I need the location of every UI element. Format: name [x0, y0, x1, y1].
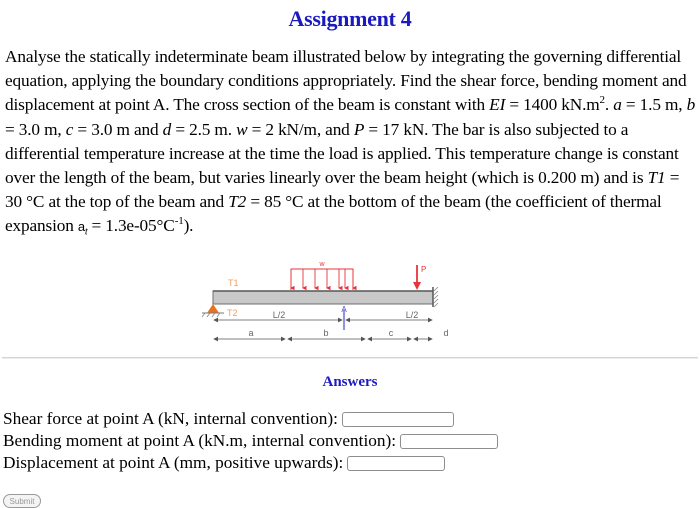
P-value: = 17 kN. The bar is also subjected to a differential temperature increase at the time the load is applied. This temperature change is constant over the length of the beam, but varies linearly over the beam height (which is 0.200 m) and is	[5, 119, 679, 188]
shear-force-input[interactable]	[342, 412, 454, 427]
distributed-load-icon	[291, 269, 353, 290]
L-half-left-label: L/2	[272, 310, 286, 320]
var-alpha: $a_t$	[77, 219, 88, 238]
b-value: = 3.0 m,	[5, 119, 66, 139]
divider	[2, 357, 698, 359]
var-T2: T2	[228, 192, 247, 212]
c-label: c	[388, 328, 394, 338]
d-value: = 2.5 m.	[171, 119, 237, 139]
b-label: b	[323, 328, 329, 338]
EI-exponent: 2	[599, 94, 605, 107]
displacement-label: Displacement at point A (mm, positive upwards):	[3, 453, 344, 472]
answer-row-displacement	[3, 452, 445, 474]
var-c: c	[65, 119, 74, 139]
T1-value: = 30 °C at the top of the beam and	[5, 168, 680, 212]
point-load-icon	[413, 265, 421, 290]
w-label: w	[319, 261, 325, 268]
answer-row-moment	[3, 430, 498, 452]
problem-statement	[5, 45, 697, 244]
var-a: a	[613, 95, 622, 115]
bending-moment-label: Bending moment at point A (kN.m, internal convention):	[3, 431, 397, 450]
L-half-right-label: L/2	[405, 310, 419, 320]
submit-button[interactable]: Submit	[3, 494, 41, 508]
problem-text: Analyse the statically indeterminate beam illustrated below by integrating the governing differential equation, applying the boundary conditions appropriately. Find the shear force, bending moment and displacement at point A. The cross section of the beam is constant with	[5, 47, 687, 115]
shear-force-label: Shear force at point A (kN, internal convention):	[3, 409, 338, 428]
beam-diagram	[195, 250, 505, 345]
alpha-exponent: -1	[174, 215, 184, 228]
T1-label: T1	[228, 278, 239, 288]
a-value: = 1.5 m,	[621, 95, 687, 115]
bending-moment-input[interactable]	[400, 434, 498, 449]
d-label: d	[443, 328, 449, 338]
answer-row-shear	[3, 408, 454, 430]
var-w: w	[236, 119, 248, 139]
beam	[213, 291, 433, 304]
problem-text: .	[604, 95, 614, 115]
P-label: P	[421, 265, 427, 274]
a-label: a	[248, 328, 254, 338]
var-EI: EI	[489, 95, 506, 115]
displacement-input[interactable]	[347, 456, 445, 471]
pin-support-icon	[202, 304, 224, 317]
problem-text: ).	[183, 216, 194, 236]
T2-value: = 85 °C at the bottom of the beam (the coefficient of thermal expansion	[5, 192, 662, 236]
var-T1: T1	[647, 168, 666, 188]
EI-value: = 1400 kN.m	[505, 95, 600, 115]
page-title: Assignment 4	[288, 6, 412, 31]
alpha-value: = 1.3e-05°C	[87, 216, 175, 236]
A-label: A	[341, 305, 347, 314]
fixed-support-icon	[433, 287, 438, 307]
var-b: b	[686, 95, 696, 115]
var-d: d	[162, 119, 172, 139]
T2-label: T2	[227, 308, 238, 318]
answers-heading: Answers	[322, 374, 378, 390]
c-value: = 3.0 m and	[73, 119, 163, 139]
w-value: = 2 kN/m, and	[247, 119, 354, 139]
var-P: P	[353, 119, 365, 139]
